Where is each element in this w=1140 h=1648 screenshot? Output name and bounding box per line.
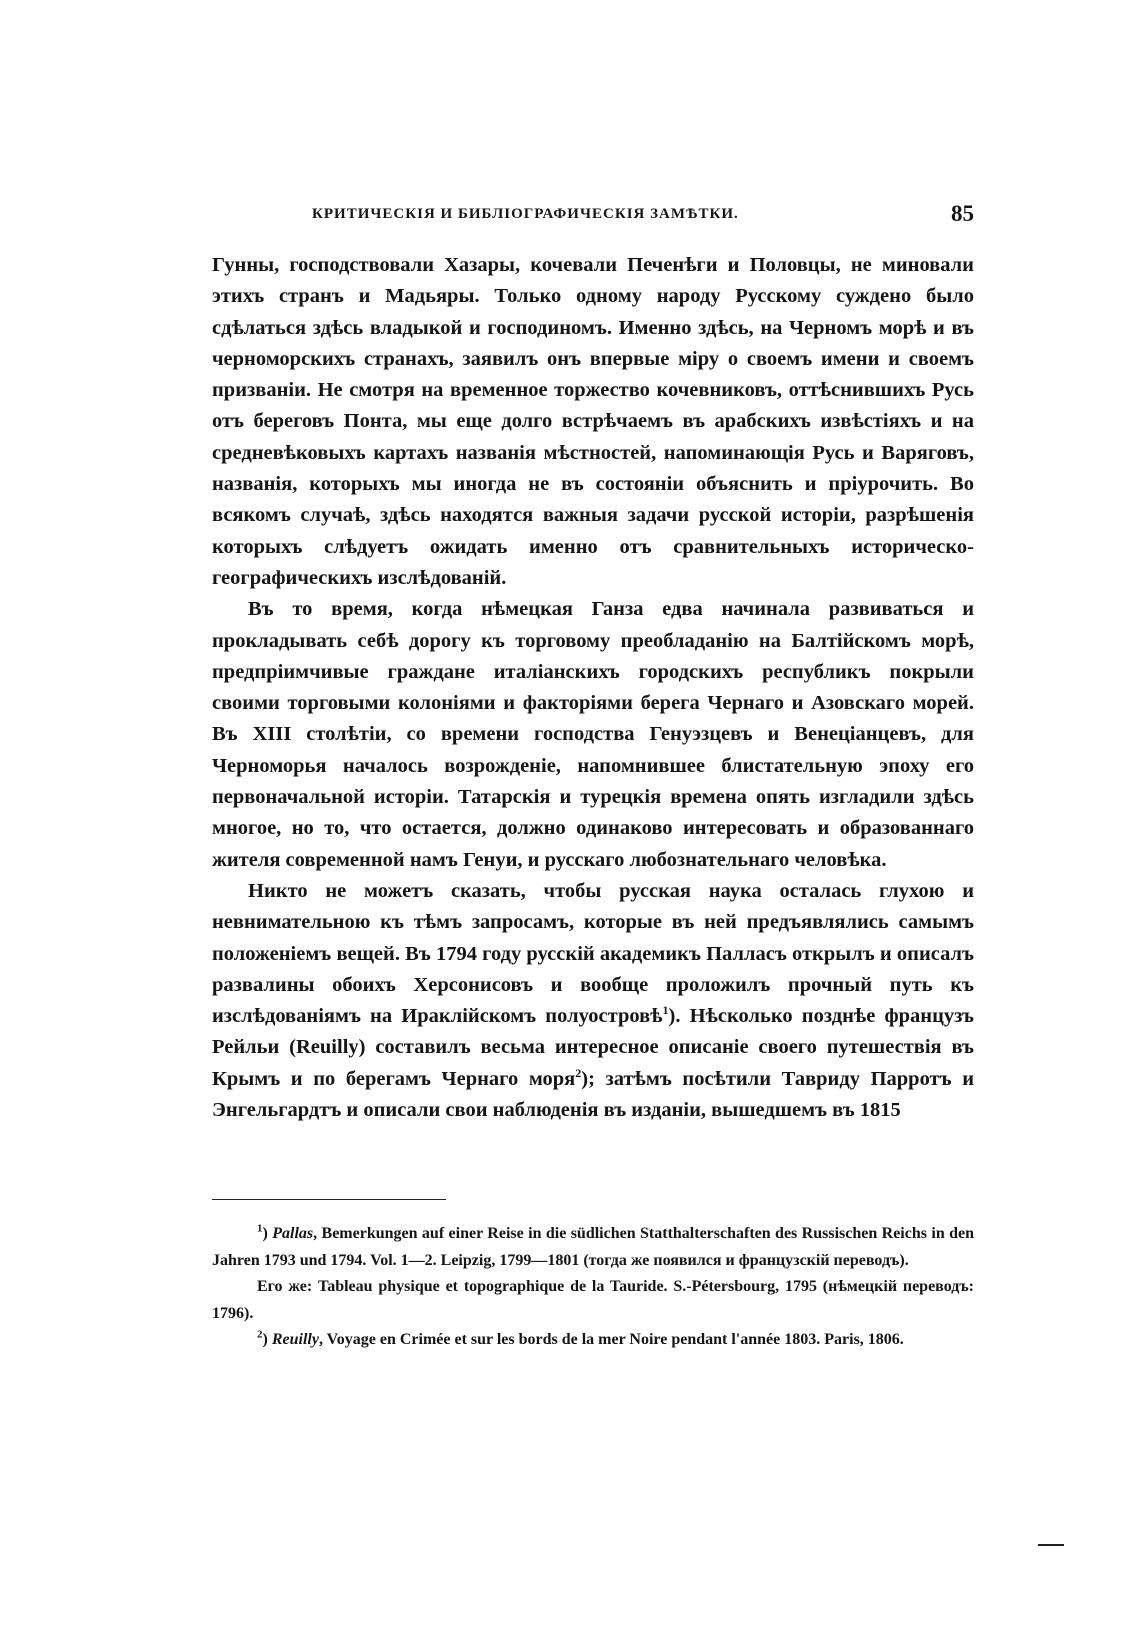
footnote-2: $^2$) Reuilly, Voyage en Crimée et sur les bords de la mer Noire pendant l'année 1803. Paris, 1806. [257,1328,904,1348]
paragraph-3-part-3: ); затѣмъ посѣтили Тавриду Парротъ и Энгельгардтъ и описали свои наблюденія въ изданіи, вышедшемъ въ 1815 [212,1067,975,1122]
footnote-ref-1: 1 [662,1003,669,1018]
footnote-1-mark: 1 [257,1222,263,1235]
running-head: КРИТИЧЕСКІЯ И БИБЛІОГРАФИЧЕСКІЯ ЗАМѢТКИ. [312,206,739,222]
footnote-ref-2: 2 [575,1065,582,1080]
footnote-2-text: , Voyage en Crimée et sur les bords de la mer Noire pendant l'année 1803. Paris, 1806. [318,1331,904,1348]
scan-edge-mark [1038,1544,1064,1546]
paragraph-3-part-2: ). Нѣсколько позднѣе французъ Рейльи (Reuilly) составилъ весьма интересное описаніе своего путешествія въ Крымъ и по берегамъ Чернаго моря [212,1005,974,1090]
footnote-1-continued: Его же: Tableau physique et topographique de la Tauride. S.-Pétersbourg, 1795 (нѣмецкій переводъ: 1796). [212,1278,974,1322]
footnote-1-author: Pallas [272,1225,314,1242]
page-number: 85 [951,201,974,226]
footnotes [212,1221,974,1354]
paragraph-3-part-1: Никто не можетъ сказать, чтобы русская наука осталась глухою и невнимательною къ тѣмъ запросамъ, которые въ ней предъявлялись самымъ положеніемъ вещей. Въ 1794 году русскій академикъ Палласъ открылъ и описалъ развалины обоихъ Херсонисовъ и вообще проложилъ прочный путь къ изслѣдованіямъ на Ираклійскомъ полуостровѣ [212,879,974,1028]
paragraph-2: Въ то время, когда нѣмецкая Ганза едва начинала развиваться и прокладывать себѣ дорогу къ торговому преобладанію на Балтійскомъ морѣ, предпріимчивые граждане италіанскихъ городскихъ республикъ покрыли своими торговыми колоніями и факторіями берега Чернаго и Азовскаго морей. Въ XIII столѣтіи, со времени господства Генуэзцевъ и Венеціанцевъ, для Черноморья началось возрожденіе, напомнившее блистательную эпоху его первоначальной исторіи. Татарскія и турецкія времена опять изгладили здѣсь многое, но то, что остается, должно одинаково интересовать и образованнаго жителя современной намъ Генуи, и русскаго любознательнаго человѣка. [212,598,974,871]
paragraph-3 [212,876,974,1126]
page-header [212,199,974,229]
paragraph-1: Гунны, господствовали Хазары, кочевали Печенѣги и Половцы, не миновали этихъ странъ и Мадьяры. Только одному народу Русскому суждено было сдѣлаться здѣсь владыкой и господиномъ. Именно здѣсь, на Черномъ морѣ и въ черноморскихъ странахъ, заявилъ онъ впервые міру о своемъ имени и своемъ призваніи. Не смотря на временное торжество кочевниковъ, оттѣснившихъ Русь отъ береговъ Понта, мы еще долго встрѣчаемъ въ арабскихъ извѣстіяхъ и на средневѣковыхъ картахъ названія мѣстностей, напоминающія Русь и Варяговъ, названія, которыхъ мы иногда не въ состояніи объяснить и пріурочить. Во всякомъ случаѣ, здѣсь находятся важныя задачи русской исторіи, разрѣшенія которыхъ слѣдуетъ ожидать именно отъ сравнительныхъ историческо-географическихъ изслѣдованій. [212,254,974,589]
footnote-2-mark: 2 [257,1328,263,1341]
footnote-1: $^1$) Pallas, Bemerkungen auf einer Reise in die südlichen Statthalterschaften des Russischen Reichs in den Jahren 1793 und 1794. Vol. 1—2. Leipzig, 1799—1801 (тогда же появился и французскій переводъ). [212,1222,975,1269]
footnote-rule [212,1199,446,1200]
body-text [212,250,974,1126]
footnote-1-text: , Bemerkungen auf einer Reise in die südlichen Statthalterschaften des Russischen Reichs in den Jahren 1793 und 1794. Vol. 1—2. Leipzig, 1799—1801 (тогда же появился и французскій переводъ). [212,1225,975,1269]
footnote-2-author: Reuilly [271,1331,319,1348]
